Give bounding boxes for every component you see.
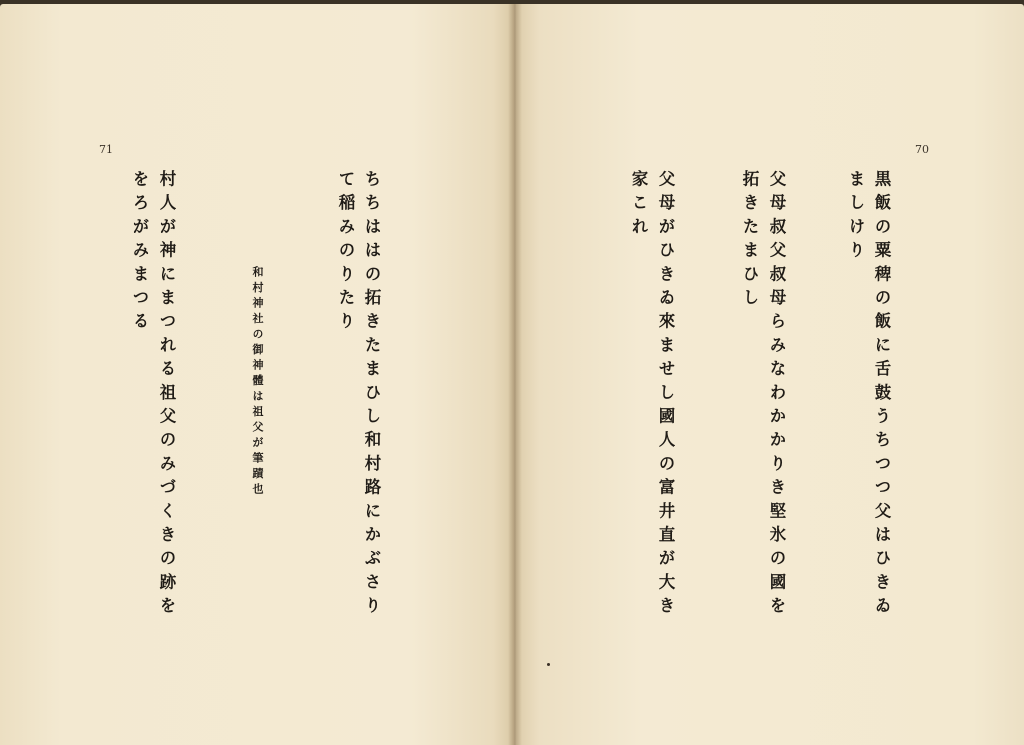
page-number-right: 70: [915, 143, 929, 156]
book-gutter: [508, 4, 522, 745]
text-line-7: ましけり: [846, 170, 865, 265]
annotation-note: 和村神社の御神體は祖父が筆蹟也: [251, 266, 264, 499]
text-line-5: をろがみまつる: [130, 170, 149, 336]
text-line-1: ちちははの拓きたまひし和村路にかぶさり: [362, 170, 381, 621]
right-page: [514, 4, 1024, 745]
text-line-11: 家これ: [629, 170, 648, 242]
text-line-9: 拓きたまひし: [740, 170, 759, 313]
page-number-left: 71: [99, 143, 113, 156]
left-page: [0, 4, 514, 745]
text-line-4: 村人が神にまつれる祖父のみづくきの跡を: [157, 170, 176, 621]
text-line-8: 父母叔父叔母らみなわかかりき堅氷の國を: [767, 170, 786, 621]
text-line-10: 父母がひきゐ來ませし國人の富井直が大き: [656, 170, 675, 621]
text-line-2: て稲みのりたり: [336, 170, 355, 336]
ink-speck: [547, 663, 550, 666]
text-line-6: 黒飯の粟稗の飯に舌鼓うちつつ父はひきゐ: [872, 170, 891, 621]
